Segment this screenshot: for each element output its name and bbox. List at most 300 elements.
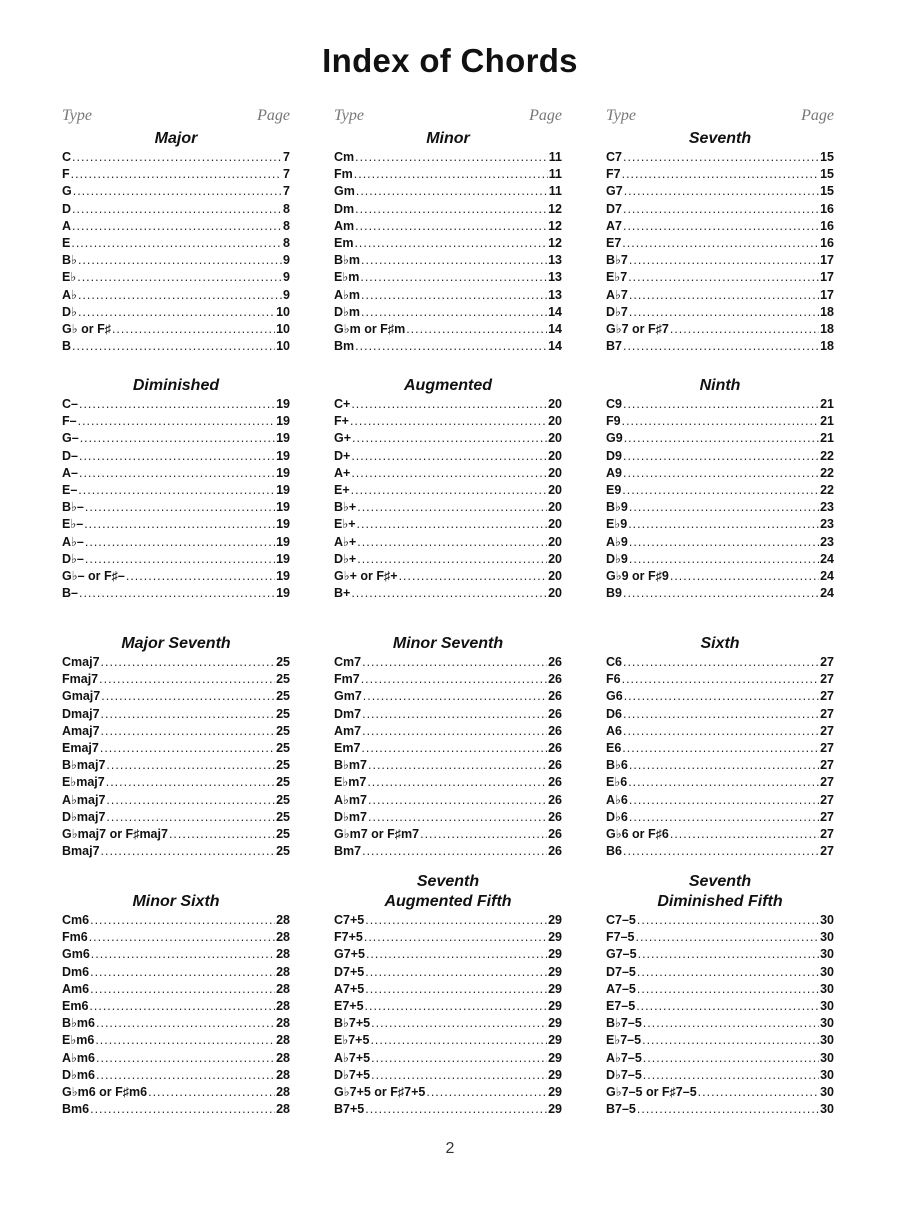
dot-leader [362, 654, 547, 671]
chord-name: D9 [606, 448, 622, 463]
chord-name: A7 [606, 218, 622, 233]
page-ref: 27 [820, 706, 834, 721]
index-entry [334, 585, 562, 602]
dot-leader [623, 218, 819, 235]
chord-name: D♭+ [334, 551, 357, 566]
dot-leader [365, 1101, 547, 1118]
index-entry [606, 792, 834, 809]
chord-name: C9 [606, 397, 622, 411]
page-ref: 24 [820, 586, 834, 601]
dot-leader [629, 534, 819, 551]
dot-leader [91, 946, 275, 963]
dot-leader [90, 1101, 275, 1118]
chord-name: G– [62, 431, 79, 446]
dot-leader [101, 688, 275, 705]
chord-name: Dm6 [62, 964, 90, 979]
page-ref: 27 [820, 655, 834, 669]
section-title-line: Diminished Fifth [657, 893, 783, 910]
dot-leader [628, 516, 819, 533]
type-header: Type [606, 107, 636, 124]
page-ref: 20 [548, 482, 562, 497]
index-entry [606, 201, 834, 218]
dot-leader [148, 1084, 275, 1101]
page-ref: 19 [276, 551, 290, 566]
chord-name: F6 [606, 672, 621, 687]
index-entry [606, 585, 834, 602]
index-entry [334, 551, 562, 568]
index-entry [606, 149, 834, 166]
chord-name: E7 [606, 235, 622, 250]
page-ref: 28 [276, 947, 290, 962]
section-title-line: Minor Sixth [132, 893, 220, 910]
dot-leader [355, 149, 548, 166]
chord-name: E♭+ [334, 517, 356, 532]
page-ref: 27 [820, 792, 834, 807]
chord-name: D7 [606, 201, 622, 216]
page-ref: 23 [820, 517, 834, 532]
chord-name: C7–5 [606, 913, 636, 927]
dot-leader [79, 465, 275, 482]
dot-leader [351, 585, 547, 602]
chord-name: F+ [334, 414, 349, 429]
index-entry [606, 981, 834, 998]
chord-name: B♭7+5 [334, 1016, 371, 1031]
index-entry [62, 792, 290, 809]
chord-name: F [62, 167, 70, 182]
section-title [334, 129, 562, 149]
index-entry [334, 482, 562, 499]
page-ref: 26 [548, 672, 562, 687]
dot-leader [698, 1084, 819, 1101]
chord-name: Bm6 [62, 1102, 90, 1117]
dot-leader [361, 671, 547, 688]
chord-name: G♭9 or F♯9 [606, 568, 669, 583]
index-entry [62, 757, 290, 774]
page-ref: 29 [548, 964, 562, 979]
index-entry [334, 166, 562, 183]
page-ref: 30 [820, 1016, 834, 1031]
section-title [606, 634, 834, 654]
index-entry [62, 516, 290, 533]
page-ref: 19 [276, 448, 290, 463]
chord-section [606, 872, 834, 1118]
page-ref: 30 [820, 964, 834, 979]
chord-name: A♭m6 [62, 1050, 95, 1065]
index-entry [606, 321, 834, 338]
column-header [62, 107, 290, 127]
index-entry [62, 413, 290, 430]
dot-leader [351, 465, 547, 482]
section-title-line: Seventh [688, 873, 752, 890]
index-entry [606, 183, 834, 200]
dot-leader [629, 551, 819, 568]
chord-name: F9 [606, 414, 621, 429]
chord-name: Am7 [334, 723, 362, 738]
chord-name: G♭7–5 or F♯7–5 [606, 1084, 697, 1099]
page-ref: 26 [548, 758, 562, 773]
dot-leader [623, 396, 819, 413]
page-ref: 30 [820, 998, 834, 1013]
page-header: Page [801, 107, 834, 124]
index-entry [606, 465, 834, 482]
chord-name: Gmaj7 [62, 689, 101, 704]
chord-name: B♭m7 [334, 758, 367, 773]
chord-name: D [62, 201, 72, 216]
dot-leader [629, 252, 819, 269]
chord-name: A♭7 [606, 287, 628, 302]
chord-name: B7+5 [334, 1102, 365, 1117]
dot-leader [78, 482, 275, 499]
index-entry [606, 964, 834, 981]
dot-leader [355, 201, 547, 218]
dot-leader [357, 551, 547, 568]
dot-leader [628, 774, 819, 791]
index-entry [62, 218, 290, 235]
page-ref: 20 [548, 500, 562, 515]
page-ref: 9 [283, 287, 290, 302]
page-ref: 8 [283, 218, 290, 233]
chord-name: E9 [606, 482, 622, 497]
page-number: 2 [445, 1140, 455, 1157]
index-entry [62, 534, 290, 551]
page-ref: 24 [820, 568, 834, 583]
dot-leader [628, 269, 819, 286]
chord-name: Am [334, 218, 355, 233]
page-ref: 26 [548, 809, 562, 824]
chord-section [334, 129, 562, 355]
section-title [62, 376, 290, 396]
chord-name: A♭6 [606, 792, 628, 807]
page-ref: 29 [548, 1016, 562, 1031]
page-ref: 26 [548, 775, 562, 790]
index-entry [62, 166, 290, 183]
index-entry [606, 774, 834, 791]
index-entry [606, 304, 834, 321]
page-ref: 20 [548, 534, 562, 549]
dot-leader [79, 396, 275, 413]
index-entry [62, 809, 290, 826]
index-entry [606, 396, 834, 413]
index-entry [606, 946, 834, 963]
index-entry [62, 654, 290, 671]
dot-leader [71, 166, 282, 183]
chord-name: G6 [606, 689, 623, 704]
dot-leader [371, 1067, 547, 1084]
dot-leader [77, 269, 282, 286]
chord-name: D♭7 [606, 304, 628, 319]
page-ref: 9 [283, 270, 290, 285]
chord-name: D♭– [62, 551, 84, 566]
dot-leader [371, 1015, 547, 1032]
page-ref: 30 [820, 1102, 834, 1117]
index-entry [606, 534, 834, 551]
dot-leader [623, 448, 819, 465]
index-entry [334, 516, 562, 533]
chord-name: A♭m7 [334, 792, 367, 807]
chord-name: E♭7 [606, 270, 628, 285]
dot-leader [364, 929, 547, 946]
dot-leader [629, 287, 819, 304]
dot-leader [89, 998, 275, 1015]
section-title-line: Ninth [699, 377, 741, 394]
dot-leader [371, 1050, 547, 1067]
index-entry [334, 774, 562, 791]
chord-name: G♭6 or F♯6 [606, 826, 669, 841]
index-entry [606, 929, 834, 946]
chord-name: D6 [606, 706, 622, 721]
chord-name: Em7 [334, 740, 361, 755]
dot-leader [636, 929, 820, 946]
chord-name: Emaj7 [62, 740, 99, 755]
chord-section [334, 376, 562, 602]
index-entry [62, 1050, 290, 1067]
page-ref: 29 [548, 947, 562, 962]
page-ref: 12 [548, 235, 562, 250]
index-entry [62, 1067, 290, 1084]
dot-leader [72, 201, 282, 218]
page-ref: 17 [820, 253, 834, 268]
chord-name: Dmaj7 [62, 706, 100, 721]
chord-section [606, 129, 834, 355]
index-entry [62, 183, 290, 200]
dot-leader [622, 235, 819, 252]
dot-leader [96, 1050, 275, 1067]
dot-leader [71, 235, 282, 252]
index-entry [334, 413, 562, 430]
index-entry [606, 338, 834, 355]
index-entry [62, 568, 290, 585]
page-ref: 27 [820, 826, 834, 841]
page-title: Index of Chords [322, 42, 578, 79]
index-entry [606, 1067, 834, 1084]
page-ref: 30 [820, 947, 834, 962]
dot-leader [623, 201, 819, 218]
page-ref: 7 [283, 167, 290, 182]
page-ref: 28 [276, 998, 290, 1013]
index-entry [606, 688, 834, 705]
dot-leader [357, 516, 548, 533]
dot-leader [101, 654, 276, 671]
page-ref: 19 [276, 397, 290, 411]
index-entry [62, 304, 290, 321]
dot-leader [361, 252, 547, 269]
chord-name: A♭ [62, 287, 77, 302]
chord-name: E [62, 235, 71, 250]
dot-leader [623, 843, 819, 860]
dot-leader [361, 304, 547, 321]
index-entry [606, 671, 834, 688]
index-entry [606, 1015, 834, 1032]
chord-name: D♭m [334, 304, 361, 319]
chord-name: B♭7 [606, 253, 628, 268]
dot-leader [622, 671, 820, 688]
dot-leader [370, 1032, 547, 1049]
chord-name: D7–5 [606, 964, 636, 979]
page-ref: 19 [276, 517, 290, 532]
column-header [606, 107, 834, 127]
section-title-line: Minor [426, 130, 470, 147]
chord-name: C [62, 150, 72, 164]
page-ref: 16 [820, 235, 834, 250]
index-entry [334, 740, 562, 757]
chord-name: B– [62, 586, 78, 601]
page-ref: 20 [548, 465, 562, 480]
dot-leader [80, 430, 275, 447]
chord-section [62, 892, 290, 1118]
index-entry [62, 981, 290, 998]
page-ref: 12 [548, 218, 562, 233]
dot-leader [406, 321, 547, 338]
dot-leader [622, 413, 820, 430]
page-ref: 25 [276, 672, 290, 687]
page-ref: 18 [820, 304, 834, 319]
page-ref: 19 [276, 414, 290, 429]
page-ref: 20 [548, 414, 562, 429]
chord-name: E+ [334, 482, 350, 497]
page-ref: 11 [548, 184, 562, 199]
section-title [334, 634, 562, 654]
dot-leader [623, 149, 819, 166]
section-title-line: Augmented [404, 377, 492, 394]
page-ref: 30 [820, 1067, 834, 1082]
chord-name: G♭m or F♯m [334, 321, 406, 336]
dot-leader [95, 1032, 275, 1049]
dot-leader [362, 706, 547, 723]
page-ref: 27 [820, 740, 834, 755]
page-ref: 28 [276, 1016, 290, 1031]
chord-name: D♭7–5 [606, 1067, 642, 1082]
chord-name: G7–5 [606, 947, 637, 962]
page-ref: 25 [276, 655, 290, 669]
page-ref: 27 [820, 723, 834, 738]
index-entry [606, 998, 834, 1015]
chord-name: G♭7 or F♯7 [606, 321, 669, 336]
chord-name: C6 [606, 655, 622, 669]
page-ref: 17 [820, 270, 834, 285]
index-entry [334, 654, 562, 671]
index-entry [62, 482, 290, 499]
index-entry [606, 448, 834, 465]
dot-leader [368, 757, 547, 774]
chord-name: B6 [606, 844, 622, 859]
dot-leader [106, 774, 275, 791]
index-entry [606, 287, 834, 304]
section-title [334, 872, 562, 912]
page-ref: 30 [820, 1084, 834, 1099]
chord-name: Am6 [62, 981, 90, 996]
chord-name: Fm6 [62, 930, 88, 945]
index-entry [334, 671, 562, 688]
chord-name: B9 [606, 586, 622, 601]
dot-leader [622, 482, 819, 499]
index-entry [334, 843, 562, 860]
chord-name: B♭9 [606, 500, 628, 515]
dot-leader [623, 654, 819, 671]
chord-name: C+ [334, 397, 351, 411]
page-ref: 25 [276, 758, 290, 773]
chord-name: E– [62, 482, 78, 497]
page-ref: 26 [548, 689, 562, 704]
dot-leader [101, 843, 276, 860]
index-entry [334, 912, 562, 929]
dot-leader [354, 235, 547, 252]
page-ref: 16 [820, 218, 834, 233]
index-entry [62, 929, 290, 946]
chord-name: A♭9 [606, 534, 628, 549]
index-entry [606, 235, 834, 252]
chord-name: A♭– [62, 534, 84, 549]
column-header [334, 107, 562, 127]
index-entry [334, 269, 562, 286]
dot-leader [365, 981, 547, 998]
page-ref: 29 [548, 930, 562, 945]
chord-name: G♭+ or F♯+ [334, 568, 398, 583]
dot-leader [637, 964, 819, 981]
dot-leader [78, 287, 282, 304]
page-ref: 15 [820, 184, 834, 199]
index-entry [62, 430, 290, 447]
section-title [606, 872, 834, 912]
page-ref: 29 [548, 1084, 562, 1099]
chord-name: Fm [334, 167, 353, 182]
chord-section [606, 376, 834, 602]
index-entry [334, 826, 562, 843]
chord-name: A– [62, 465, 78, 480]
page-ref: 7 [283, 150, 290, 164]
index-entry [62, 706, 290, 723]
dot-leader [622, 740, 819, 757]
page-ref: 28 [276, 964, 290, 979]
chord-section [334, 634, 562, 860]
chord-name: E6 [606, 740, 622, 755]
page-ref: 28 [276, 1050, 290, 1065]
chord-name: D– [62, 448, 78, 463]
page-ref: 14 [548, 339, 562, 354]
chord-name: B7–5 [606, 1102, 636, 1117]
section-title-line: Diminished [132, 377, 220, 394]
chord-name: F7 [606, 167, 621, 182]
dot-leader [362, 843, 547, 860]
index-entry [62, 585, 290, 602]
index-entry [606, 166, 834, 183]
chord-name: A6 [606, 723, 622, 738]
chord-name: A♭+ [334, 534, 357, 549]
page-ref: 10 [276, 304, 290, 319]
page-ref: 29 [548, 1102, 562, 1117]
dot-leader [361, 287, 547, 304]
dot-leader [355, 218, 547, 235]
dot-leader [99, 671, 275, 688]
chord-name: A♭maj7 [62, 792, 106, 807]
index-entry [62, 448, 290, 465]
dot-leader [351, 482, 547, 499]
page-ref: 10 [276, 339, 290, 354]
index-entry [606, 568, 834, 585]
page-ref: 26 [548, 792, 562, 807]
page-ref: 19 [276, 482, 290, 497]
dot-leader [357, 499, 547, 516]
page-ref: 14 [548, 321, 562, 336]
dot-leader [79, 448, 275, 465]
page-ref: 13 [548, 287, 562, 302]
chord-name: A♭7+5 [334, 1050, 371, 1065]
index-entry [606, 706, 834, 723]
index-entry [62, 1032, 290, 1049]
page-ref: 14 [548, 304, 562, 319]
index-entry [62, 499, 290, 516]
chord-name: Fmaj7 [62, 672, 99, 687]
dot-leader [629, 809, 819, 826]
